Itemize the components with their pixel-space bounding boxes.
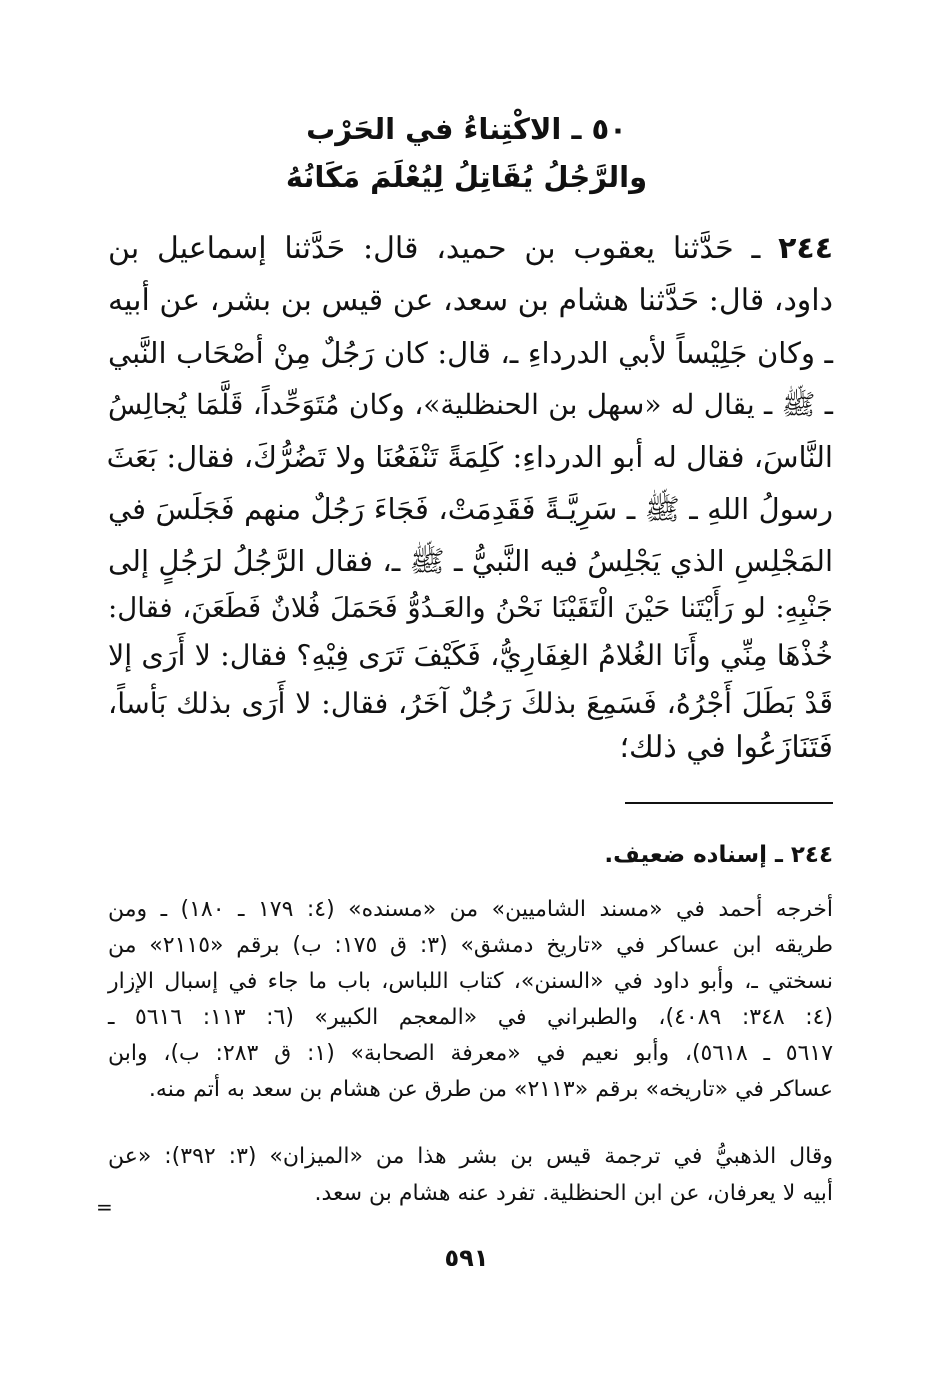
footnote-line: ٥٦١٧ ـ ٥٦١٨)، وأبو نعيم في «معرفة الصحابة» (١: ق ٢٨٣: ب)، وابن [108, 1041, 834, 1066]
continuation-mark: = [96, 1195, 113, 1219]
footnote-separator [625, 802, 833, 804]
footnote-line: طريقه ابن عساكر في «تاريخ دمشق» (٣: ق ١٧٥: ب) برقم «٢١١٥» من [108, 933, 834, 958]
hadith-line: النَّاسَ، فقال له أبو الدرداءِ: كَلِمَةً تَنْفَعُنَا ولا تَضُرُّكَ، فقال: بَعَثَ [106, 440, 833, 474]
footnote-line: وقال الذهبيُّ في ترجمة قيس بن بشر هذا من «الميزان» (٣: ٣٩٢): «عن [108, 1144, 834, 1169]
footnote-heading: ٢٤٤ ـ إسناده ضعيف. [604, 842, 833, 868]
footnote-line: (٤: ٣٤٨: ٤٠٨٩)، والطبراني في «المعجم الكبير» (٦: ١١٣: ٥٦١٦ ـ [108, 1005, 834, 1030]
chapter-subtitle: والرَّجُلُ يُقَاتِلُ لِيُعْلَمَ مَكَانُهُ [285, 160, 648, 194]
hadith-line: ـ وكان جَلِيْساً لأبي الدرداءِ ـ، قال: كان رَجُلٌ مِنْ أصْحَاب النَّبي [108, 336, 833, 370]
hadith-line: رسولُ اللهِ ـ ﷺ ـ سَرِيَّـةً فَقَدِمَتْ، فَجَاءَ رَجُلٌ منهم فَجَلَسَ في [108, 492, 833, 526]
footnote-line: أبيه لا يعرفان، عن ابن الحنظلية. تفرد عنه هشام بن سعد. [314, 1181, 833, 1206]
hadith-number: ٢٤٤ [778, 231, 834, 266]
footnote-line: نسختي ـ، وأبو داود في «السنن»، كتاب اللباس، باب ما جاء في إسبال الإزار [108, 969, 833, 994]
footnote-line: أخرجه أحمد في «مسند الشاميين» من «مسنده» (٤: ١٧٩ ـ ١٨٠) ـ ومن [108, 897, 834, 922]
hadith-line: جَنْبِهِ: لو رَأَيْتَنا حَيْنَ الْتَقَيْنَا نَحْنُ والعَـدُوُّ فَحَمَلَ فُلانٌ فَطَعَنَ، فقال: [108, 592, 833, 624]
hadith-line: خُذْهَا مِنِّي وأَنَا الغُلامُ الغِفَارِيُّ، فَكَيْفَ تَرَى فِيْهِ؟ فقال: لا أَرَى إلا [108, 639, 833, 672]
hadith-line: ـ ﷺ ـ يقال له «سهل بن الحنظلية»، وكان مُتَوَحِّداً، قَلَّمَا يُجالِسُ [108, 388, 833, 421]
hadith-line: المَجْلِسِ الذي يَجْلِسُ فيه النَّبيُّ ـ ﷺ ـ، فقال الرَّجُلُ لرَجُلٍ إلى [108, 544, 833, 578]
hadith-line: داود، قال: حَدَّثنا هشام بن سعد، عن قيس بن بشر، عن أبيه [108, 283, 833, 318]
hadith-line: فَتَنَازَعُوا في ذلك؛ [619, 730, 833, 765]
hadith-line: ٢٤٤ ـ حَدَّثنا يعقوب بن حميد، قال: حَدَّثنا إسماعيل بن [108, 231, 834, 266]
footnote-line: عساكر في «تاريخه» برقم «٢١١٣» من طرق عن هشام بن سعد به أتم منه. [148, 1077, 833, 1102]
page-number: ٥٩١ [444, 1244, 489, 1272]
chapter-title: ٥٠ ـ الاكْتِناءُ في الحَرْب [306, 112, 627, 146]
hadith-line: قَدْ بَطَلَ أَجْرُهُ، فَسَمِعَ بذلكَ رَجُلٌ آخَرُ، فقال: لا أَرَى بذلك بَأساً، [108, 687, 833, 720]
